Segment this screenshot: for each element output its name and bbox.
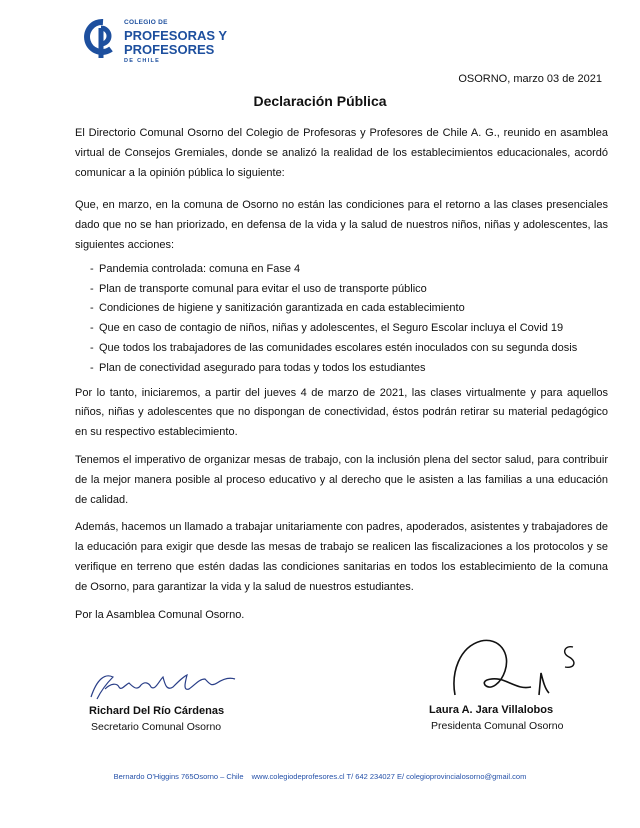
document-body [75,124,608,625]
list-item: - Pandemia controlada: comuna en Fase 4 [75,260,608,280]
signatory-right-name: Laura A. Jara Villalobos [429,704,554,716]
logo-line1: COLEGIO DE [124,19,168,26]
list-item: - Condiciones de higiene y sanitización garantizada en cada establecimiento [75,299,608,319]
demand-paragraph: Que, en marzo, en la comuna de Osorno no están las condiciones para el retorno a las clases presenciales dado que no se han priorizado, en defensa de la vida y la salud de nuestros niños, niñas y adolescentes, las siguientes acciones: [75,199,608,251]
logo-mark-icon [84,18,122,60]
list-item: - Plan de conectividad asegurado para todas y todos los estudiantes [75,359,608,379]
signatory-right-role: Presidenta Comunal Osorno [431,720,564,732]
footer-address: Bernardo O'Higgins 765Osorno – Chile [113,772,244,781]
therefore-paragraph: Por lo tanto, iniciaremos, a partir del jueves 4 de marzo de 2021, las clases virtualmente y para aquellos niños, niñas y adolescentes que no dispongan de conectividad, éstos podrán retirar su material pedagógico en su respectivo establecimiento. [75,386,608,439]
imperative-paragraph: Tenemos el imperativo de organizar mesas de trabajo, con la inclusión plena del sector salud, para contribuir de la mejor manera posible al proceso educativo y al derecho que le asisten a las familias a una educación de calidad. [75,453,608,506]
signature-right-scribble [445,633,595,703]
signatory-left-role: Secretario Comunal Osorno [91,721,222,733]
list-item: - Que en caso de contagio de niños, niñas y adolescentes, el Seguro Escolar incluya el Covid 19 [75,319,608,339]
closing-line: Por la Asamblea Comunal Osorno. [75,608,245,621]
signatory-left-name: Richard Del Río Cárdenas [89,705,225,717]
list-item: - Que todos los trabajadores de las comunidades escolares estén inoculados con su segunda dosis [75,339,608,359]
footer-contact: www.colegiodeprofesores.cl T/ 642 234027 E/ colegioprovincialosorno@gmail.com [251,772,527,781]
organization-logo [84,18,244,66]
document-date: OSORNO, marzo 03 de 2021 [458,73,602,85]
logo-line3: PROFESORES [124,41,215,57]
footer [0,772,640,781]
logo-wordmark [124,20,227,64]
signature-left-scribble [83,669,253,703]
call-paragraph: Además, hacemos un llamado a trabajar unitariamente con padres, apoderados, asistentes y trabajadores de la educación para exigir que desde las mesas de trabajo se realicen las fiscalizaciones a los protocolos y se verifique en terreno que estén dadas las condiciones sanitarias en todos los establecimiento de la comuna de Osorno, para garantizar la vida y la salud de nuestros estudiantes. [75,521,608,593]
actions-list [75,260,608,379]
logo-line2: PROFESORAS Y [124,27,228,43]
list-item: - Plan de transporte comunal para evitar el uso de transporte público [75,280,608,300]
intro-paragraph: El Directorio Comunal Osorno del Colegio de Profesoras y Profesores de Chile A. G., reunido en asamblea virtual de Consejos Gremiales, donde se analizó la realidad de los establecimientos educacionales, acordó comunicar a la opinión pública lo siguiente: [75,127,608,179]
logo-line4: DE CHILE [124,57,161,64]
document-title: Declaración Pública [253,93,387,109]
